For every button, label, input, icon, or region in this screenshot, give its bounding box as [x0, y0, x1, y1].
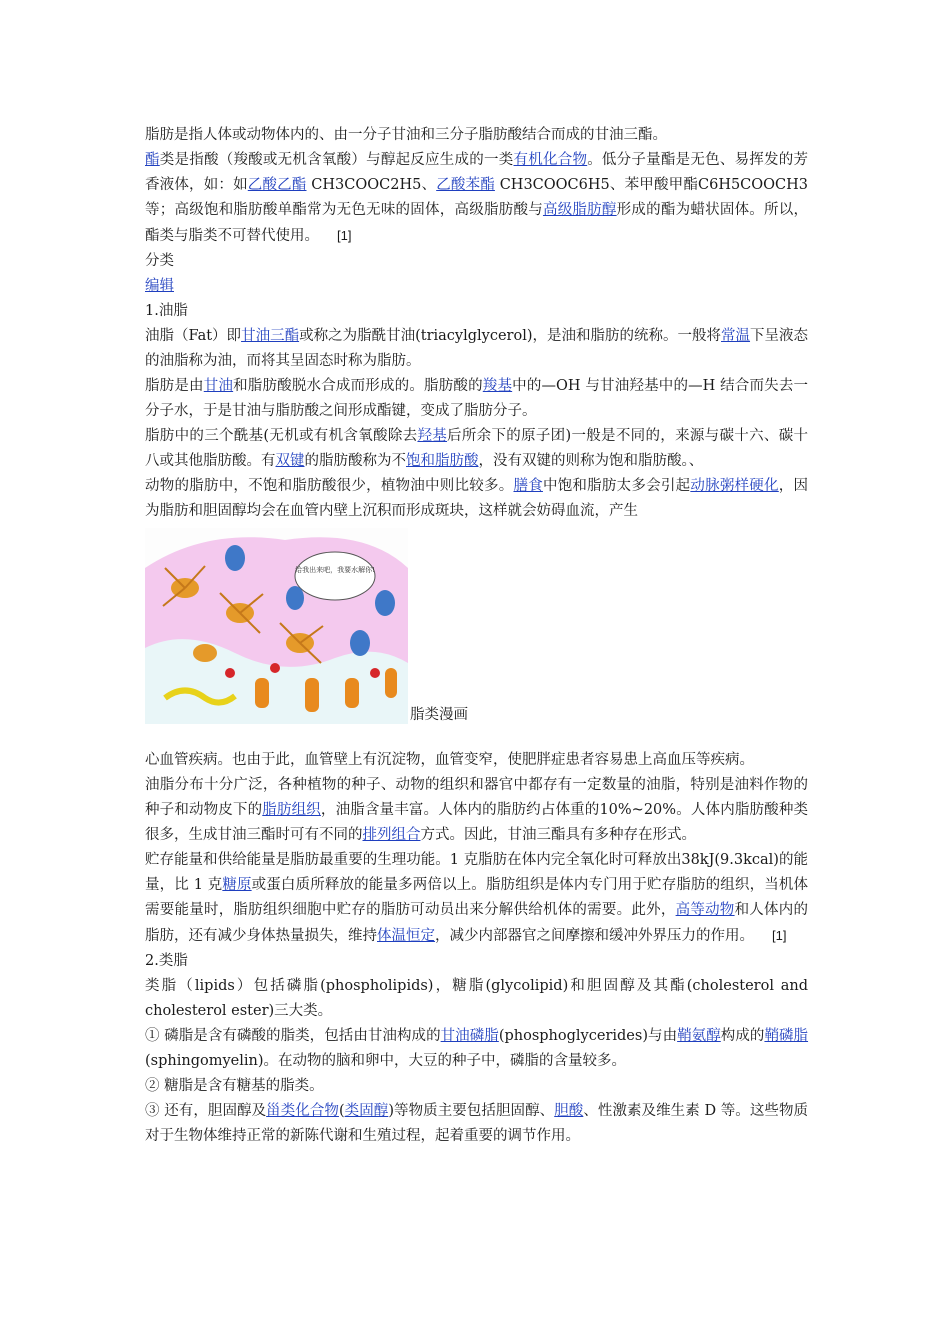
link-organic-compound[interactable]: 有机化合物 [513, 152, 588, 168]
text-span: 油脂分布十分广泛，各种植物的种子、动物的组织和器官中都存有一定数量的油脂，特别是油料作物的种子和动物皮下的 [145, 777, 808, 818]
text-span: 。低分子量酯是无色、易挥发的芳香液体，如：如 [145, 152, 809, 193]
intro-paragraph: 脂肪是指人体或动物体内的、由一分子甘油和三分子脂肪酸结合而成的甘油三酯。 [145, 127, 667, 143]
lipid-cartoon-image [145, 528, 408, 724]
phospholipid-paragraph [145, 1024, 808, 1074]
link-glycogen[interactable]: 糖原 [222, 877, 252, 893]
speech-bubble-text: 给我出来吧，我要水解你! [295, 566, 375, 574]
link-permutation[interactable]: 排列组合 [362, 827, 421, 843]
text-span: CH3COOC6H5、苯甲酸甲酯C6H5COOCH3 等；高级饱和脂肪酸单酯常为无色无味的固体，高级脂肪酸与 [145, 177, 809, 218]
text-span: ，因为脂肪和胆固醇均会在血管内壁上沉积而形成斑块，这样就会妨碍血流，产生 [145, 478, 809, 519]
text-span: 中的—OH 与甘油羟基中的—H 结合而失去一分子水，于是甘油与脂肪酸之间形成酯键，变成了脂肪分子。 [145, 378, 809, 419]
link-unsaturated-fatty-acid[interactable]: 饱和脂肪酸 [406, 453, 479, 469]
acyl-group-paragraph [145, 424, 808, 474]
text-span: 脂肪是由 [145, 378, 204, 394]
link-ethyl-acetate[interactable]: 乙酸乙酯 [247, 177, 307, 193]
link-steroid[interactable]: 类固醇 [344, 1103, 389, 1119]
link-body-temperature[interactable]: 体温恒定 [377, 928, 435, 944]
text-span: )等物质主要包括胆固醇、 [388, 1103, 555, 1119]
text-span: 动物的脂肪中，不饱和脂肪酸很少，植物油中则比较多。 [145, 478, 514, 494]
article-body [145, 123, 808, 1149]
text-span: 中饱和脂肪太多会引起 [542, 478, 691, 494]
ester-paragraph [145, 148, 808, 249]
link-phenyl-acetate[interactable]: 乙酸苯酯 [436, 177, 495, 193]
reference-mark[interactable]: [1] [337, 228, 352, 243]
text-span: 方式。因此，甘油三酯具有多种存在形式。 [420, 827, 696, 843]
fat-formation-paragraph [145, 374, 808, 424]
cardio-paragraph: 心血管疾病。也由于此，血管壁上有沉淀物，血管变窄，使肥胖症患者容易患上高血压等疾病。 [145, 752, 754, 768]
link-glycerol[interactable]: 甘油 [203, 378, 234, 394]
text-span: (phosphoglycerides)与由 [498, 1028, 678, 1044]
steroid-paragraph [145, 1099, 808, 1149]
text-span: ③ 还有，胆固醇及 [145, 1103, 267, 1119]
link-bile-acid[interactable]: 胆酸 [554, 1103, 584, 1119]
text-span: 或蛋白质所释放的能量多两倍以上。脂肪组织是体内专门用于贮存脂肪的组织，当机体需要能量时，脂肪组织细胞中贮存的脂肪可动员出来分解供给机体的需要。此外， [145, 877, 809, 918]
text-span: ① 磷脂是含有磷酸的脂类，包括由甘油构成的 [145, 1028, 441, 1044]
text-span: (sphingomyelin)。在动物的脑和卵中，大豆的种子中，磷脂的含量较多。 [145, 1053, 626, 1069]
text-span: 类是指酸（羧酸或无机含氧酸）与醇起反应生成的一类 [159, 152, 514, 168]
text-span: 和人体内的脂肪，还有减少身体热量损失，维持 [145, 902, 809, 944]
lipoid-intro-paragraph: 类脂（lipids）包括磷脂(phospholipids)，糖脂(glycolipid)和胆固醇及其酯(cholesterol and cholesterol ester)三大类。 [145, 978, 808, 1019]
text-span: 的脂肪酸称为不 [304, 453, 406, 469]
text-span: 构成的 [720, 1028, 765, 1044]
link-fatty-alcohol[interactable]: 高级脂肪醇 [542, 202, 617, 218]
edit-link[interactable]: 编辑 [145, 278, 174, 294]
link-sphingosine[interactable]: 鞘氨醇 [677, 1028, 721, 1044]
link-adipose-tissue[interactable]: 脂肪组织 [262, 802, 321, 818]
link-diet[interactable]: 膳食 [513, 478, 543, 494]
text-span: 后所余下的原子团)一般是不同的，来源与碳十六、碳十八或其他脂肪酸。有 [145, 428, 809, 469]
text-span: CH3COOC2H5、 [306, 177, 437, 193]
text-span: 或称之为脂酰甘油(triacylglycerol)，是油和脂肪的统称。一般将 [299, 328, 722, 344]
text-span: 和脂肪酸脱水合成而形成的。脂肪酸的 [233, 378, 483, 394]
link-ester[interactable]: 酯 [145, 152, 160, 168]
text-span: 油脂（Fat）即 [145, 328, 242, 344]
oil-definition-paragraph [145, 324, 808, 374]
oil-distribution-paragraph [145, 773, 808, 848]
energy-paragraph [145, 848, 808, 949]
link-higher-animals[interactable]: 高等动物 [675, 902, 735, 918]
text-span: 脂肪中的三个酰基(无机或有机含氧酸除去 [145, 428, 418, 444]
reference-mark[interactable]: [1] [772, 928, 787, 943]
section-heading-classify: 分类 [145, 253, 174, 269]
text-span: 下呈液态的油脂称为油，而将其呈固态时称为脂肪。 [145, 328, 809, 369]
text-span: ，油脂含量丰富。人体内的脂肪约占体重的10%~20%。人体内脂肪酸种类很多，生成甘油三酯时可有不同的 [145, 802, 808, 843]
link-carboxyl[interactable]: 羧基 [482, 378, 513, 394]
text-span: ，没有双键的则称为饱和脂肪酸。、 [478, 453, 704, 469]
animal-fat-paragraph [145, 474, 808, 524]
section-heading-oil: 1.油脂 [145, 303, 188, 319]
text-span: 贮存能量和供给能量是脂肪最重要的生理功能。1 克脂肪在体内完全氧化时可释放出38kJ(9.3kcal)的能量，比 1 克 [145, 852, 808, 893]
text-span: ，减少内部器官之间摩擦和缓冲外界压力的作用。 [435, 928, 754, 944]
text-span: ( [338, 1103, 345, 1119]
glycolipid-paragraph: ② 糖脂是含有糖基的脂类。 [145, 1078, 324, 1094]
link-room-temperature[interactable]: 常温 [721, 328, 751, 344]
link-double-bond[interactable]: 双键 [275, 453, 305, 469]
text-span: 形成的酯为蜡状固体。所以，酯类与脂类不可替代使用。 [145, 202, 809, 244]
figure-caption: 脂类漫画 [410, 707, 468, 723]
text-span: 、性激素及维生素 D 等。这些物质对于生物体维持正常的新陈代谢和生殖过程，起着重要的调节作用。 [145, 1103, 809, 1144]
link-atherosclerosis[interactable]: 动脉粥样硬化 [690, 478, 779, 494]
link-steroid-compounds[interactable]: 甾类化合物 [266, 1103, 339, 1119]
link-triglyceride[interactable]: 甘油三酯 [241, 328, 300, 344]
figure-row [145, 528, 808, 724]
section-heading-lipoid: 2.类脂 [145, 953, 188, 969]
link-glycerophospholipid[interactable]: 甘油磷脂 [440, 1028, 499, 1044]
link-hydroxyl[interactable]: 羟基 [417, 428, 448, 444]
link-sphingomyelin[interactable]: 鞘磷脂 [764, 1028, 809, 1044]
